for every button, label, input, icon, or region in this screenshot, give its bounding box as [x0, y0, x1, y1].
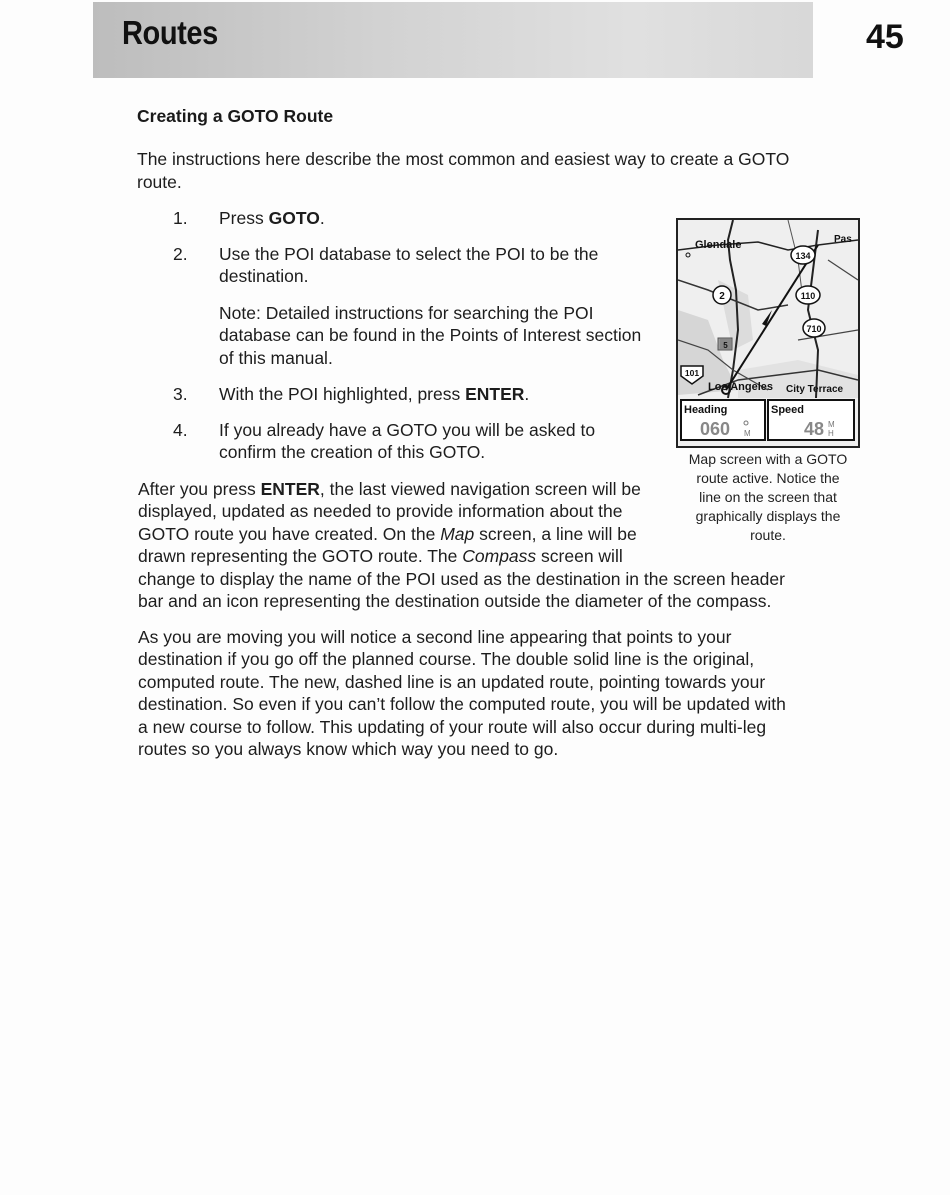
caption-line: Map screen with a GOTO	[688, 451, 848, 467]
caption-line: line on the screen that	[699, 489, 837, 505]
moving-line-5: a new course to follow. This updating of your route will also occur during multi-leg	[138, 717, 767, 737]
step-number: 2.	[173, 244, 188, 264]
note-line-1: Note: Detailed instructions for searching the POI	[219, 303, 594, 323]
caption-line: graphically displays the	[695, 508, 841, 524]
step-text: With the POI highlighted, press ENTER.	[219, 384, 530, 404]
intro-line-2: route.	[137, 172, 182, 192]
route-shield-2	[713, 286, 731, 304]
moving-line-1: As you are moving you will notice a second line appearing that points to your	[138, 627, 732, 647]
intro-line-1: The instructions here describe the most common and easiest way to create a GOTO	[137, 149, 790, 169]
note-line-3: of this manual.	[219, 348, 333, 368]
after-line-6: bar and an icon representing the destination outside the diameter of the compass.	[138, 591, 772, 611]
screen-name: Compass	[462, 546, 537, 566]
route-shield-134	[791, 246, 815, 264]
step-text: destination.	[219, 266, 309, 286]
svg-text:110: 110	[800, 291, 816, 301]
map-screen	[678, 220, 858, 446]
svg-text:101: 101	[684, 368, 700, 378]
figure-caption	[675, 450, 861, 545]
after-line-5: change to display the name of the POI used as the destination in the screen header	[138, 569, 785, 589]
speed-value: 48	[804, 419, 825, 439]
moving-line-6: routes so you always know which way you need to go.	[138, 739, 559, 759]
step-text: If you already have a GOTO you will be asked to	[219, 420, 596, 440]
heading-value: 060	[700, 419, 731, 439]
heading-field	[681, 400, 765, 440]
heading-label: Heading	[684, 404, 728, 416]
step-text: confirm the creation of this GOTO.	[219, 442, 486, 462]
caption-line: route.	[750, 527, 786, 543]
caption-line: route active. Notice the	[696, 470, 840, 486]
speed-field	[768, 400, 854, 440]
map-label-los-angeles: Los Angeles	[708, 381, 773, 393]
route-shield-110	[796, 286, 820, 304]
svg-text:2: 2	[719, 291, 725, 302]
after-line-1: After you press ENTER, the last viewed navigation screen will be	[138, 479, 641, 499]
svg-text:710: 710	[806, 324, 822, 334]
section-heading: Creating a GOTO Route	[137, 106, 334, 126]
svg-text:5: 5	[723, 341, 728, 350]
after-line-3: GOTO route you have created. On the Map screen, a line will be	[138, 524, 637, 544]
route-shield-5	[720, 339, 731, 350]
map-label-pas: Pas	[834, 234, 852, 245]
moving-line-2: destination if you go off the planned course. The double solid line is the original,	[138, 649, 755, 669]
svg-text:134: 134	[795, 251, 811, 261]
key-label: GOTO	[268, 208, 320, 228]
map-label-city-terrace: City Terrace	[786, 384, 844, 395]
after-line-4: drawn representing the GOTO route. The Compass screen will	[138, 546, 623, 566]
step-text: Press GOTO.	[219, 208, 325, 228]
moving-line-4: destination. So even if you can’t follow the computed route, you will be updated with	[138, 694, 786, 714]
route-shield-710	[803, 319, 825, 337]
step-number: 3.	[173, 384, 188, 404]
step-number: 1.	[173, 208, 188, 228]
map-screen-figure	[676, 218, 860, 448]
page-title: Routes	[122, 14, 218, 51]
map-label-glendale: Glendale	[695, 239, 742, 251]
screen-name: Map	[440, 524, 475, 544]
speed-label: Speed	[771, 404, 805, 416]
note-line-2: database can be found in the Points of Interest section	[219, 325, 642, 345]
key-label: ENTER	[465, 384, 525, 404]
speed-unit-bottom: H	[828, 429, 834, 438]
after-line-2: displayed, updated as needed to provide information about the	[138, 501, 623, 521]
moving-line-3: computed route. The new, dashed line is an updated route, pointing towards your	[138, 672, 766, 692]
key-label: ENTER	[260, 479, 320, 499]
step-text: Use the POI database to select the POI to be the	[219, 244, 599, 264]
page-number: 45	[866, 18, 904, 56]
step-number: 4.	[173, 420, 188, 440]
heading-unit: M	[744, 429, 751, 438]
speed-unit-top: M	[828, 420, 835, 429]
